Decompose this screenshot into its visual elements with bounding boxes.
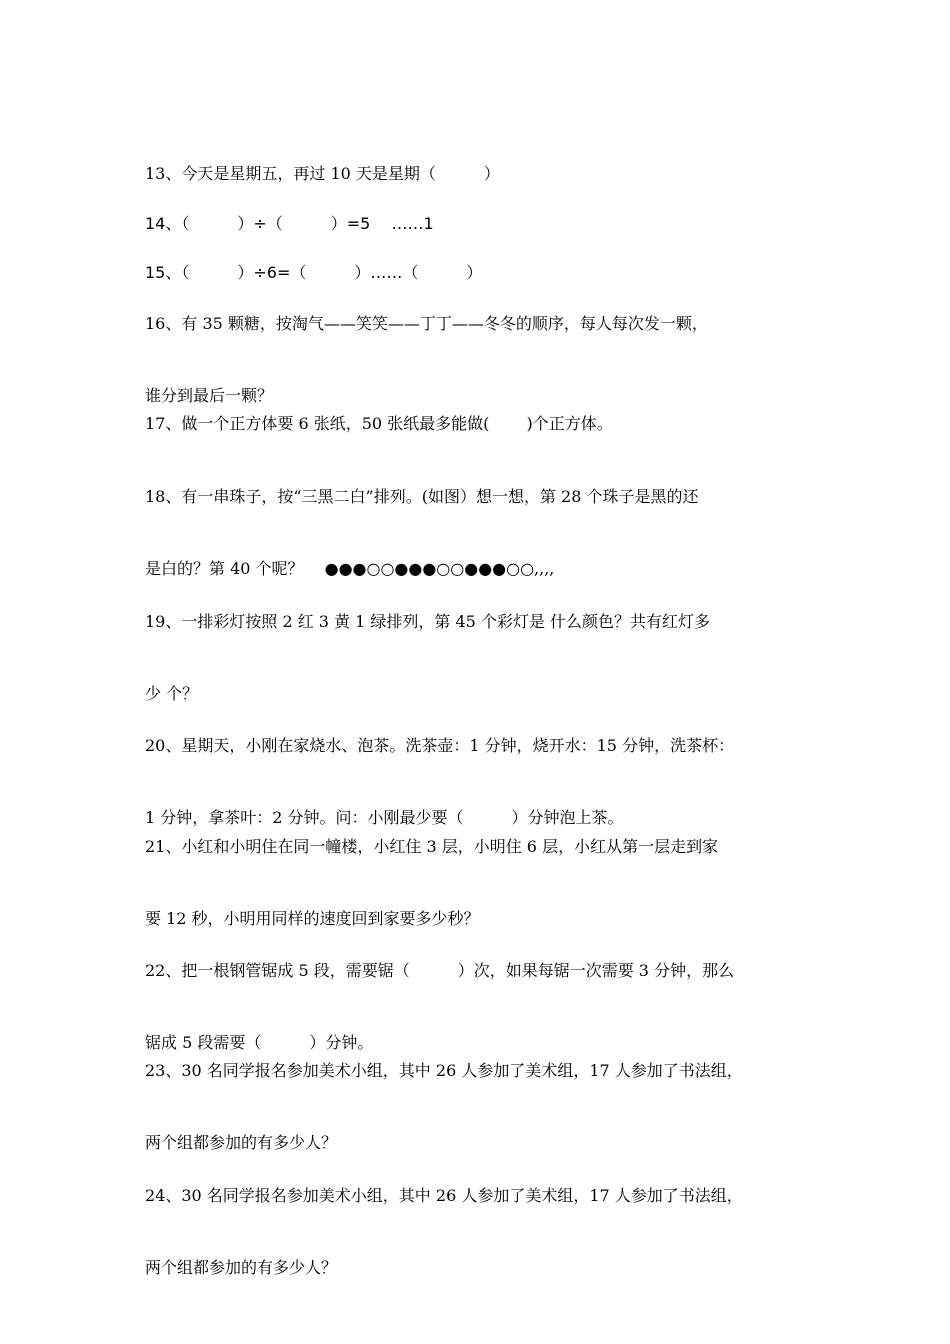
question-20-line-2: 1 分钟，拿茶叶：2 分钟。问：小刚最少要（ ）分钟泡上茶。 [145,808,624,827]
question-18-line-2: 是白的？第 40 个呢？ ●●●○○●●●○○●●●○○,,,, [145,559,555,578]
question-14-line-1: 14、（ ）÷（ ）=5 ……1 [145,214,434,233]
question-18-line-1: 18、有一串珠子，按“三黑二白”排列。(如图）想一想，第 28 个珠子是黑的还 [145,487,699,506]
question-24-line-2: 两个组都参加的有多少人？ [145,1258,338,1277]
question-17-line-1: 17、做一个正方体要 6 张纸，50 张纸最多能做( )个正方体。 [145,414,613,433]
question-23-line-2: 两个组都参加的有多少人？ [145,1133,338,1152]
question-21-line-2: 要 12 秒，小明用同样的速度回到家要多少秒？ [145,909,480,928]
question-19-line-2: 少 个？ [145,684,199,703]
question-19-line-1: 19、一排彩灯按照 2 红 3 黄 1 绿排列，第 45 个彩灯是 什么颜色？共有红灯多 [145,612,711,631]
question-16-line-1: 16、有 35 颗糖，按淘气——笑笑——丁丁——冬冬的顺序，每人每次发一颗， [145,314,708,333]
question-22-line-1: 22、把一根钢管锯成 5 段，需要锯（ ）次，如果每锯一次需要 3 分钟，那么 [145,961,735,980]
question-22-line-2: 锯成 5 段需要（ ）分钟。 [145,1033,374,1052]
question-16-line-2: 谁分到最后一颗？ [145,386,274,405]
question-15-line-1: 15、（ ）÷6=（ ）……（ ） [145,263,483,282]
question-24 [145,1136,810,1328]
question-24-line-1: 24、30 名同学报名参加美术小组，其中 26 人参加了美术组，17 人参加了书法组， [145,1186,743,1205]
question-21-line-1: 21、小红和小明住在同一幢楼，小红住 3 层，小明住 6 层，小红从第一层走到家 [145,837,719,856]
question-23-line-1: 23、30 名同学报名参加美术小组，其中 26 人参加了美术组，17 人参加了书法组， [145,1061,743,1080]
question-20-line-1: 20、星期天，小刚在家烧水、泡茶。洗茶壶：1 分钟，烧开水：15 分钟，洗茶杯： [145,736,735,755]
question-13-line-1: 13、今天是星期五，再过 10 天是星期（ ） [145,164,500,183]
